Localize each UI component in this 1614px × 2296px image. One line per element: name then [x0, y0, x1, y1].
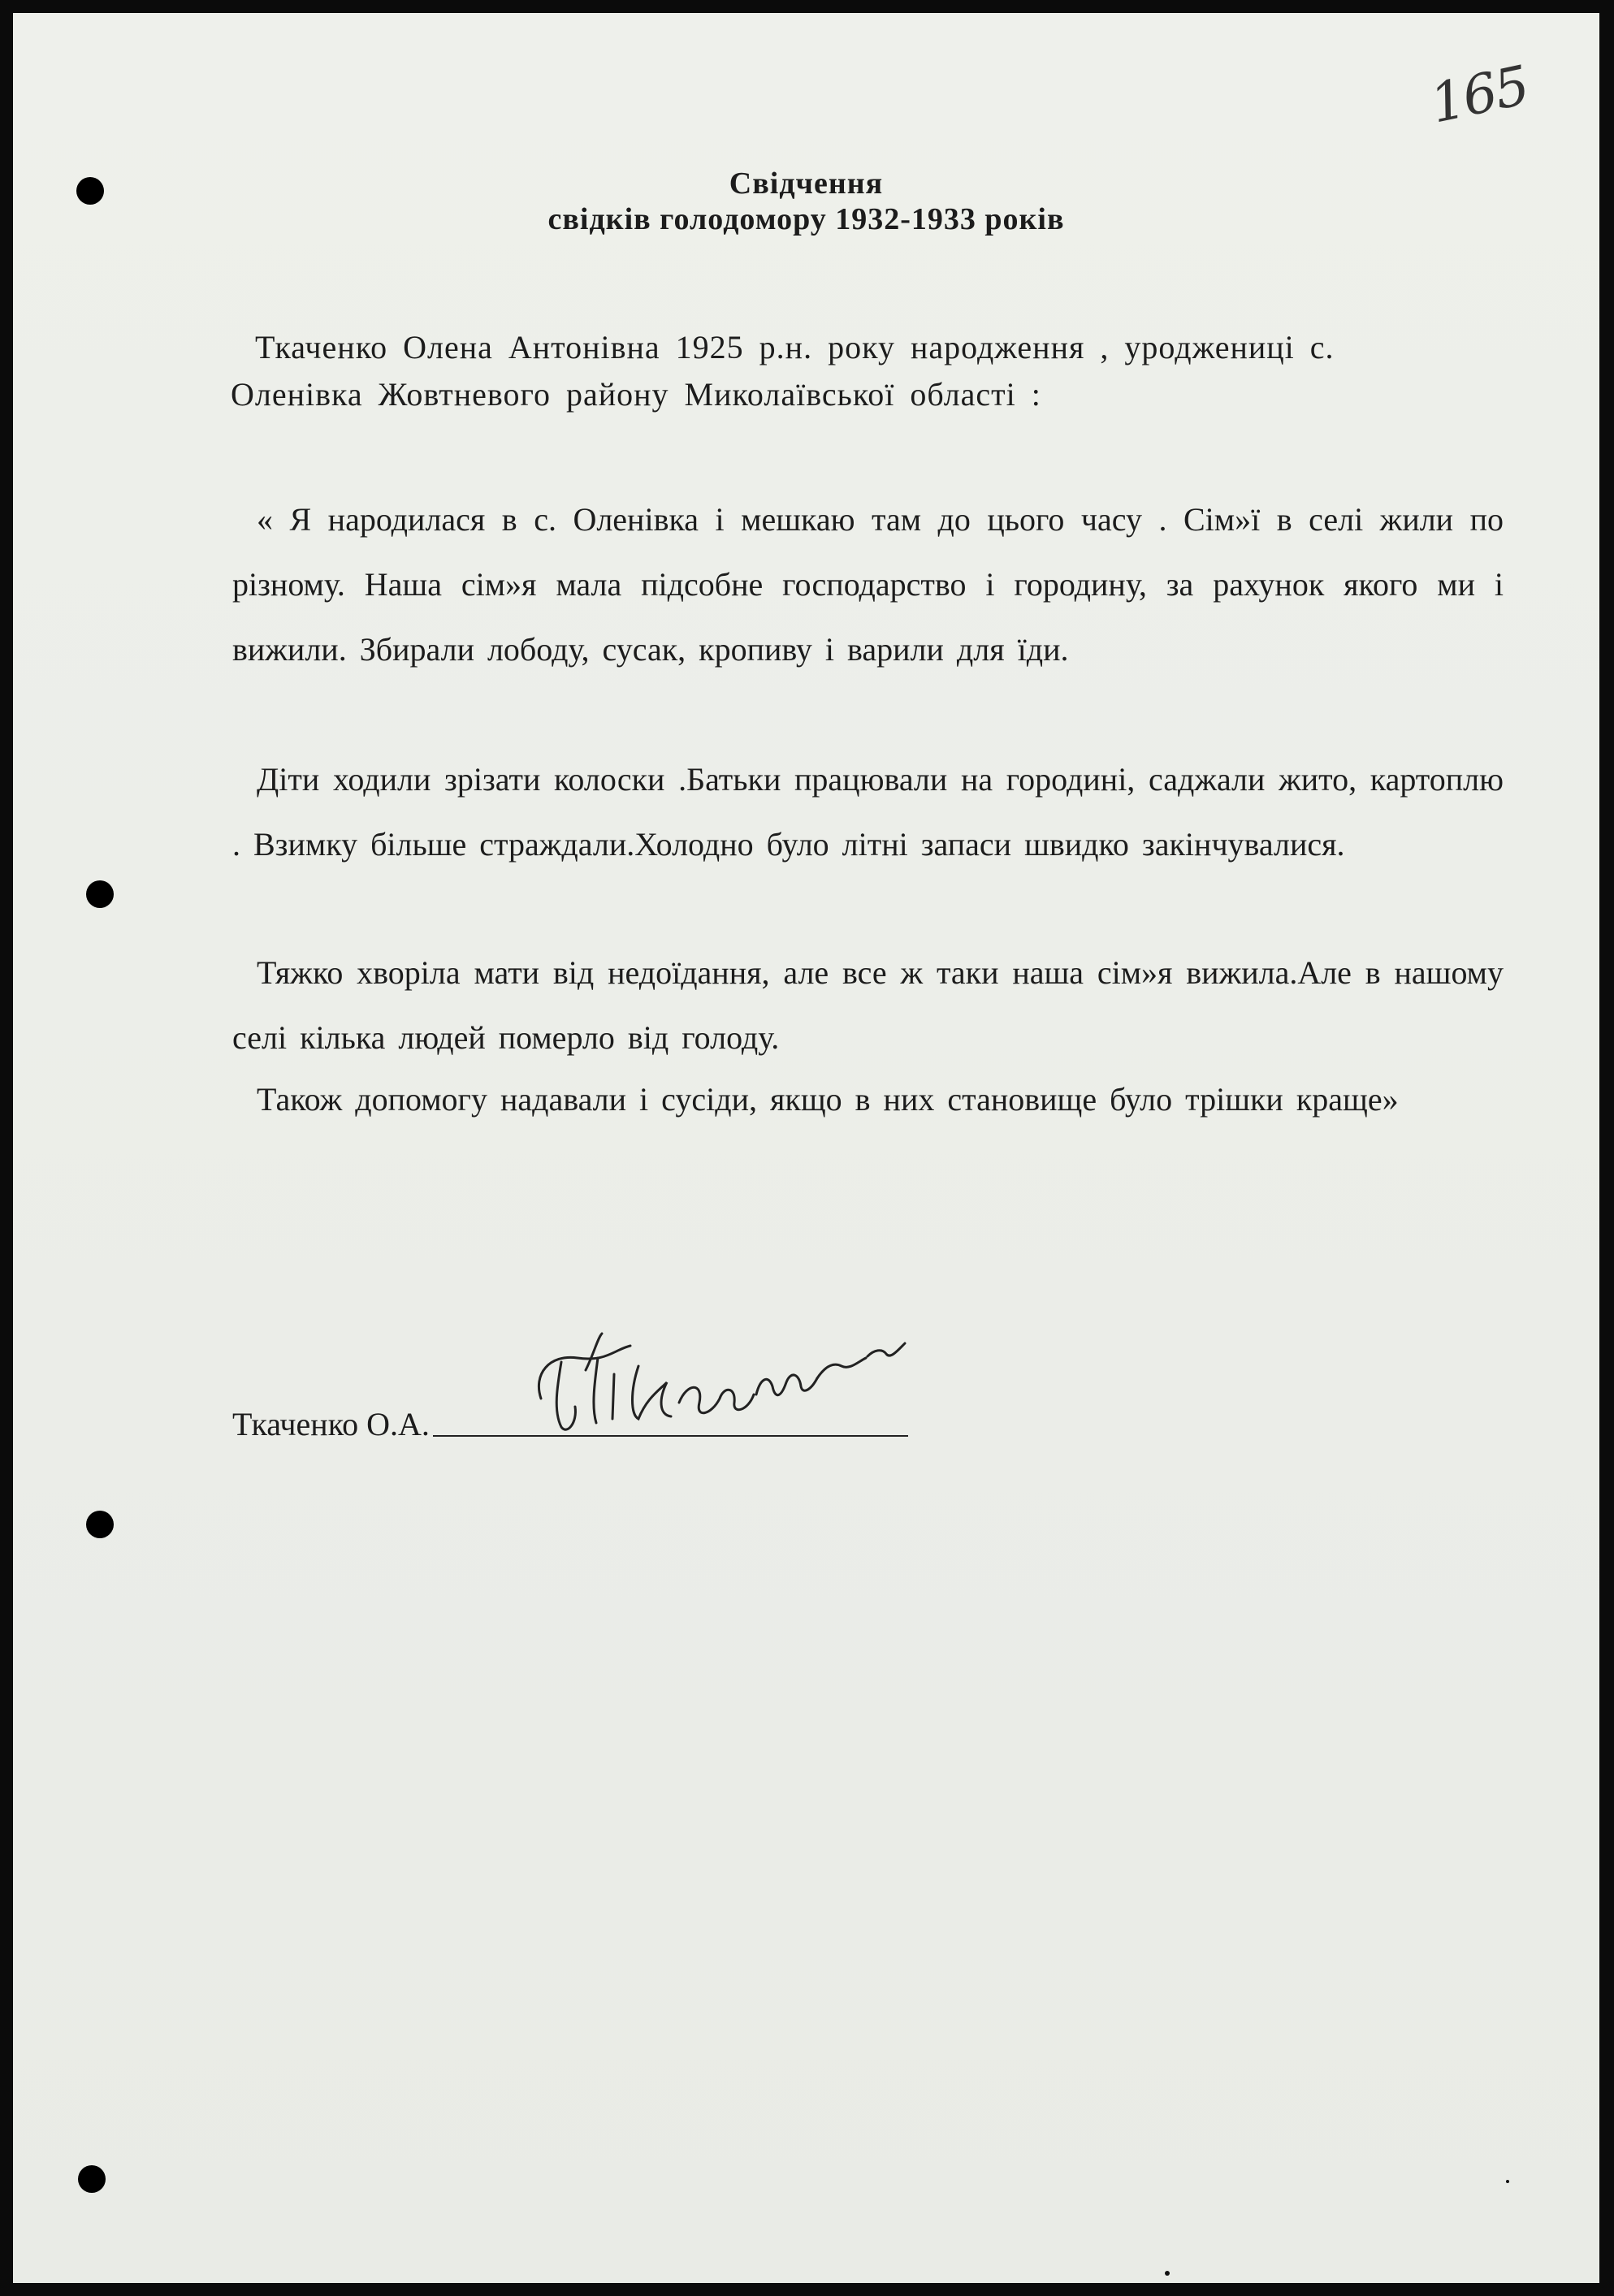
document-title: Свідчення — [729, 166, 884, 201]
document-subtitle: свідків голодомору 1932-1933 років — [547, 202, 1065, 236]
punch-hole-1 — [76, 177, 104, 205]
punch-hole-3 — [86, 1511, 114, 1538]
testimony-paragraph-1: « Я народилася в с. Оленівка і мешкаю там до цього часу . Сім»ї в селі жили по різному. Наша сім»я мала підсобне господарство і городину, за рахунок якого ми і вижили. Збирали лободу, сусак, кропиву і варили для їди. — [232, 501, 1504, 668]
paper-sheet — [13, 13, 1599, 2283]
handwritten-page-number: 165 — [1425, 54, 1534, 136]
punch-hole-4 — [78, 2165, 106, 2193]
punch-hole-2 — [86, 880, 114, 908]
scan-speck — [1165, 2271, 1170, 2276]
scan-speck — [1506, 2180, 1509, 2183]
witness-intro-line-1: Ткаченко Олена Антонівна 1925 р.н. року народження , уроджениці с. — [255, 329, 1335, 365]
witness-intro-line-2: Оленівка Жовтневого району Миколаївської області : — [231, 376, 1041, 413]
testimony-paragraph-4: Також допомогу надавали і сусіди, якщо в них становище було трішки краще» — [257, 1081, 1399, 1118]
signatory-name: Ткаченко О.А. — [232, 1406, 430, 1442]
testimony-paragraph-3: Тяжко хворіла мати від недоїдання, але все ж таки наша сім»я вижила.Але в нашому селі кілька людей померло від голоду. — [232, 954, 1504, 1056]
testimony-paragraph-2: Діти ходили зрізати колоски .Батьки працювали на городині, саджали жито, картоплю . Взимку більше страждали.Холодно було літні запаси швидко закінчувалися. — [232, 761, 1504, 863]
handwritten-signature — [517, 1325, 923, 1447]
